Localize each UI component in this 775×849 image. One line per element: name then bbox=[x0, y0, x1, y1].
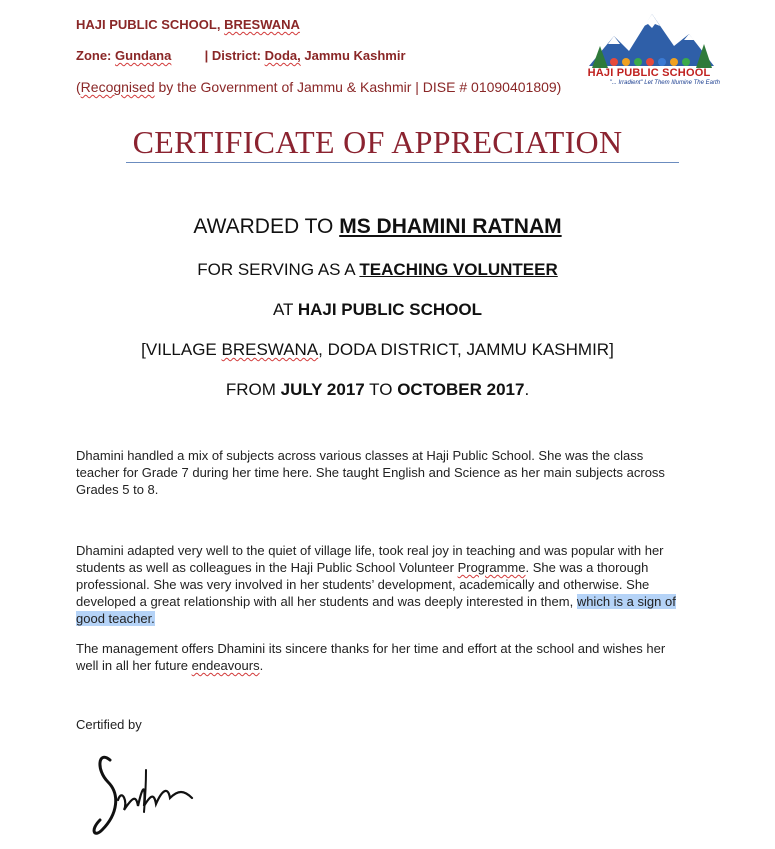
zone-district-line bbox=[76, 48, 406, 63]
at-prefix: AT bbox=[272, 300, 298, 319]
zone-label: Zone: bbox=[76, 48, 112, 63]
awarded-to-prefix: AWARDED TO bbox=[193, 215, 340, 238]
awarded-to-line bbox=[76, 215, 679, 239]
programme-word: Programme bbox=[457, 560, 526, 575]
title-divider bbox=[126, 162, 679, 163]
district-label: | District: bbox=[204, 48, 261, 63]
period-mark: . bbox=[524, 380, 530, 399]
paragraph-character bbox=[76, 542, 680, 627]
paragraph-thanks-text: The management offers Dhamini its sincere thanks for her time and effort at the school and wishes her well in all her future bbox=[76, 641, 666, 673]
to-date: OCTOBER 2017 bbox=[397, 380, 525, 399]
school-line bbox=[76, 300, 679, 320]
location-rest: , DODA DISTRICT, JAMMU KASHMIR] bbox=[318, 340, 614, 359]
recognised-word: Recognised bbox=[80, 79, 155, 95]
state-value: Jammu Kashmir bbox=[304, 48, 406, 63]
village-name: BRESWANA bbox=[224, 17, 300, 32]
location-line bbox=[76, 340, 679, 360]
certificate-title: CERTIFICATE OF APPRECIATION bbox=[132, 124, 623, 160]
logo-school-name: HAJI PUBLIC SCHOOL bbox=[587, 67, 711, 79]
paragraph-subjects: Dhamini handled a mix of subjects across various classes at Haji Public School. She was the class teacher for Grade 7 during her time here. She taught English and Science as her main subjects across Grades 5 to 8. bbox=[76, 448, 665, 497]
role-prefix: FOR SERVING AS A bbox=[197, 260, 360, 279]
district-value: Doda, bbox=[264, 48, 301, 63]
role-name: TEACHING VOLUNTEER bbox=[359, 260, 558, 279]
selected-text-highlight[interactable]: which is a sign of good teacher. bbox=[76, 594, 676, 626]
recognition-paren: ( bbox=[76, 79, 81, 95]
location-village: BRESWANA bbox=[221, 340, 319, 359]
role-line bbox=[76, 260, 679, 280]
paragraph-character-text-a: Dhamini adapted very well to the quiet of village life, took real joy in teaching and was popular with her students as well as colleagues in the Haji Public School Volunteer bbox=[76, 543, 664, 575]
to-word: TO bbox=[364, 380, 398, 399]
logo-tagline: "... Irradient" Let Them Illumine The Earth bbox=[609, 80, 720, 86]
paragraph-character-text-b: . She was a thorough professional. She was very involved in her students’ development, academically and otherwise. She developed a great relationship with all her students and was deeply interested in them, bbox=[76, 560, 650, 609]
recognition-text: by the Government of Jammu & Kashmir | DISE # 01090401809) bbox=[154, 79, 562, 95]
recognition-line bbox=[76, 79, 561, 95]
signature bbox=[88, 740, 208, 840]
award-school: HAJI PUBLIC SCHOOL bbox=[297, 300, 483, 319]
from-prefix: FROM bbox=[225, 380, 281, 399]
certified-by-label: Certified by bbox=[76, 717, 142, 732]
paragraph-thanks-end: . bbox=[259, 658, 264, 673]
period-line bbox=[76, 380, 679, 400]
location-open: [VILLAGE bbox=[141, 340, 222, 359]
from-date: JULY 2017 bbox=[280, 380, 365, 399]
zone-value: Gundana bbox=[115, 48, 172, 63]
school-header-line bbox=[76, 17, 300, 32]
recipient-name: MS DHAMINI RATNAM bbox=[339, 215, 562, 238]
school-name: HAJI PUBLIC SCHOOL, bbox=[76, 17, 221, 32]
endeavours-word: endeavours bbox=[191, 658, 260, 673]
paragraph-thanks bbox=[76, 640, 680, 674]
